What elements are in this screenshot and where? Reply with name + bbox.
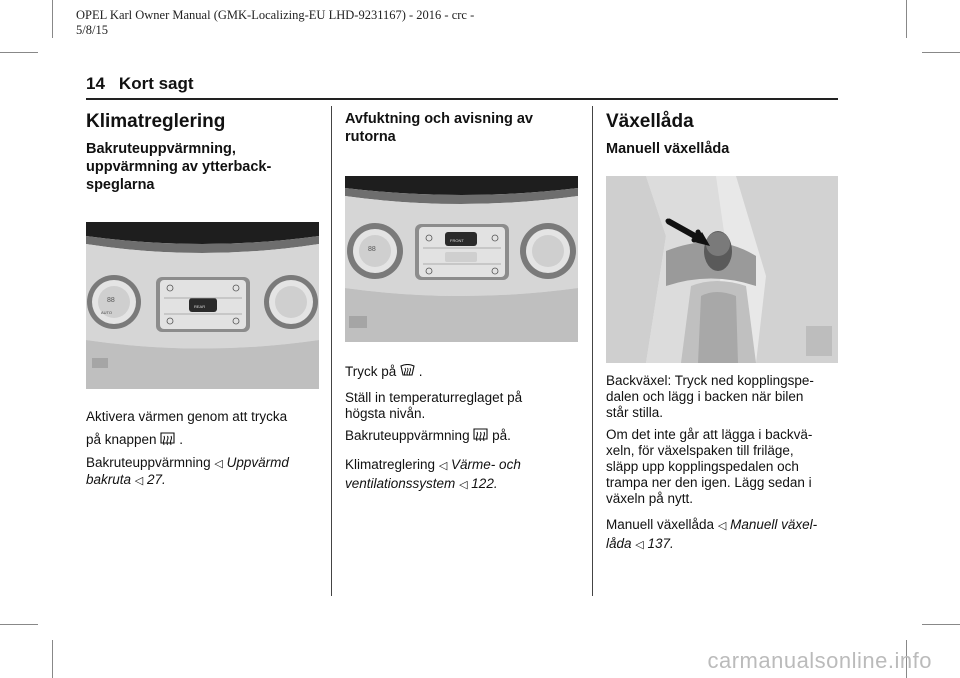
col1-paragraph-2	[86, 455, 321, 489]
header-line-2: 5/8/15	[76, 23, 108, 37]
crop-mark	[906, 0, 907, 38]
col2-paragraph-1	[345, 364, 423, 380]
document-header	[76, 8, 496, 38]
col3-title: Växellåda	[606, 111, 694, 132]
text-line: släpp upp kopplingspedalen och	[606, 459, 799, 474]
page-number: 14	[86, 74, 105, 93]
climate-panel-figure	[86, 222, 319, 389]
header-line-1: OPEL Karl Owner Manual (GMK-Localizing-EU LHD-9231167) - 2016 - crc -	[76, 8, 475, 22]
front-window-defrost-icon	[400, 364, 419, 379]
col3-paragraph-3	[606, 516, 846, 554]
text-punct: .	[418, 364, 423, 379]
column-divider	[592, 106, 593, 596]
reference-arrow-icon: ◁	[214, 458, 223, 470]
text-line: växeln på nytt.	[606, 491, 694, 506]
rear-window-defrost-icon	[473, 428, 492, 443]
reference-arrow-icon: ◁	[438, 460, 448, 472]
text-line: dalen och lägg i backen när bilen	[606, 389, 804, 404]
col1-paragraph-1	[86, 406, 287, 451]
gear-lever-figure	[606, 176, 838, 363]
column-divider	[331, 106, 332, 596]
text-span: Manuell växellåda	[606, 517, 715, 532]
reference-link[interactable]: Manuell växel-	[730, 517, 818, 532]
text-line: Aktivera värmen genom att trycka	[86, 409, 288, 424]
text-line: Om det inte går att lägga i backvä-	[606, 427, 813, 442]
text-span: Tryck på	[345, 364, 397, 379]
crop-mark	[52, 0, 53, 38]
subtitle-line: uppvärmning av ytterback-	[86, 159, 272, 175]
text-line: står stilla.	[606, 405, 664, 420]
reference-link[interactable]: bakruta	[86, 472, 132, 487]
page-reference[interactable]: 137.	[647, 536, 674, 551]
text-punct: .	[179, 432, 183, 447]
text-span: Klimatreglering	[345, 457, 436, 472]
text-line: Ställ in temperaturreglaget på	[345, 390, 523, 405]
watermark: carmanualsonline.info	[707, 648, 932, 673]
page-arrow-icon: ◁	[134, 475, 144, 487]
page-arrow-icon: ◁	[459, 479, 468, 491]
text-span: Bakruteuppvärmning	[86, 455, 211, 470]
subtitle-line: speglarna	[86, 177, 155, 193]
crop-mark	[922, 52, 960, 53]
subtitle-line: Bakruteuppvärmning,	[86, 141, 236, 157]
page-arrow-icon: ◁	[635, 539, 644, 551]
header-rule	[86, 98, 838, 100]
text-span: Bakruteuppvärmning	[345, 428, 470, 443]
crop-mark	[922, 624, 960, 625]
crop-mark	[0, 624, 38, 625]
col3-paragraph-2	[606, 427, 812, 507]
reference-link[interactable]: Värme- och	[451, 457, 521, 472]
title-line: rutorna	[345, 129, 396, 145]
crop-mark	[52, 640, 53, 678]
crop-mark	[0, 52, 38, 53]
title-line: Avfuktning och avisning av	[345, 111, 533, 127]
text-span: på.	[492, 428, 511, 443]
reference-link[interactable]: Uppvärmd	[226, 455, 289, 470]
reference-link[interactable]: ventilationssystem	[345, 476, 456, 491]
col2-paragraph-3	[345, 428, 511, 444]
section-title: Kort sagt	[118, 74, 194, 93]
text-line: Backväxel: Tryck ned kopplingspe-	[606, 373, 814, 388]
text-line: på knappen	[86, 432, 157, 447]
svg-text:88: 88	[107, 297, 115, 304]
col2-title	[345, 110, 533, 146]
col2-paragraph-2	[345, 390, 522, 422]
rear-window-defrost-icon	[160, 431, 179, 447]
page-reference[interactable]: 27.	[147, 472, 166, 487]
rear-label: REAR	[194, 304, 206, 309]
front-label: FRONT	[450, 238, 464, 243]
col1-title: Klimatreglering	[86, 111, 226, 132]
col3-subtitle: Manuell växellåda	[606, 141, 730, 157]
svg-text:88: 88	[368, 246, 376, 253]
climate-panel-front-figure	[345, 176, 578, 342]
reference-link[interactable]: låda	[606, 536, 632, 551]
col2-paragraph-4	[345, 456, 585, 494]
col1-subtitle	[86, 140, 271, 194]
col3-paragraph-1	[606, 373, 814, 421]
text-line: högsta nivån.	[345, 406, 426, 421]
text-line: xeln, för växelspaken till friläge,	[606, 443, 794, 458]
text-line: trampa ner den igen. Lägg sedan i	[606, 475, 812, 490]
page-reference[interactable]: 122.	[471, 476, 498, 491]
auto-label: AUTO	[101, 310, 113, 315]
page-heading	[86, 74, 194, 94]
reference-arrow-icon: ◁	[717, 520, 727, 532]
